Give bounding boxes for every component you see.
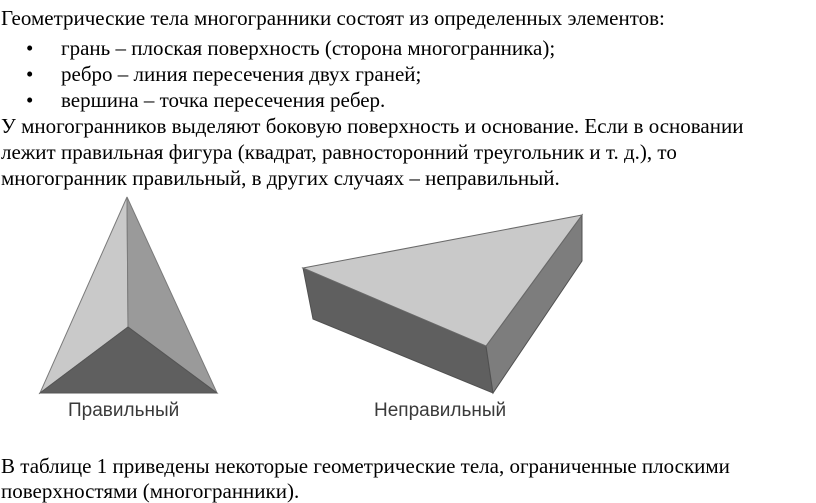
bullet-vertex: вершина – точка пересечения ребер. <box>61 88 386 112</box>
regular-pyramid-figure <box>40 197 217 393</box>
footer-line-1: В таблице 1 приведены некоторые геометрические тела, ограниченные плоскими <box>1 454 730 478</box>
bullet-edge: ребро – линия пересечения двух граней; <box>61 62 422 86</box>
irregular-caption: Неправильный <box>374 400 507 421</box>
irregular-prism-figure <box>303 215 582 393</box>
paragraph-line-2: лежит правильная фигура (квадрат, равносторонний треугольник и т. д.), то <box>1 140 677 164</box>
regular-caption: Правильный <box>68 400 180 421</box>
paragraph-line-3: многогранник правильный, в других случаях – неправильный. <box>1 166 560 190</box>
intro-text: Геометрические тела многогранники состоят из определенных элементов: <box>1 6 665 30</box>
bullet-marker: • <box>26 88 34 112</box>
bullet-face: грань – плоская поверхность (сторона многогранника); <box>61 36 556 60</box>
paragraph-line-1: У многогранников выделяют боковую поверхность и основание. Если в основании <box>1 114 744 138</box>
footer-line-2: поверхностями (многогранники). <box>1 479 300 503</box>
bullet-marker: • <box>26 36 34 60</box>
bullet-marker: • <box>26 62 34 86</box>
